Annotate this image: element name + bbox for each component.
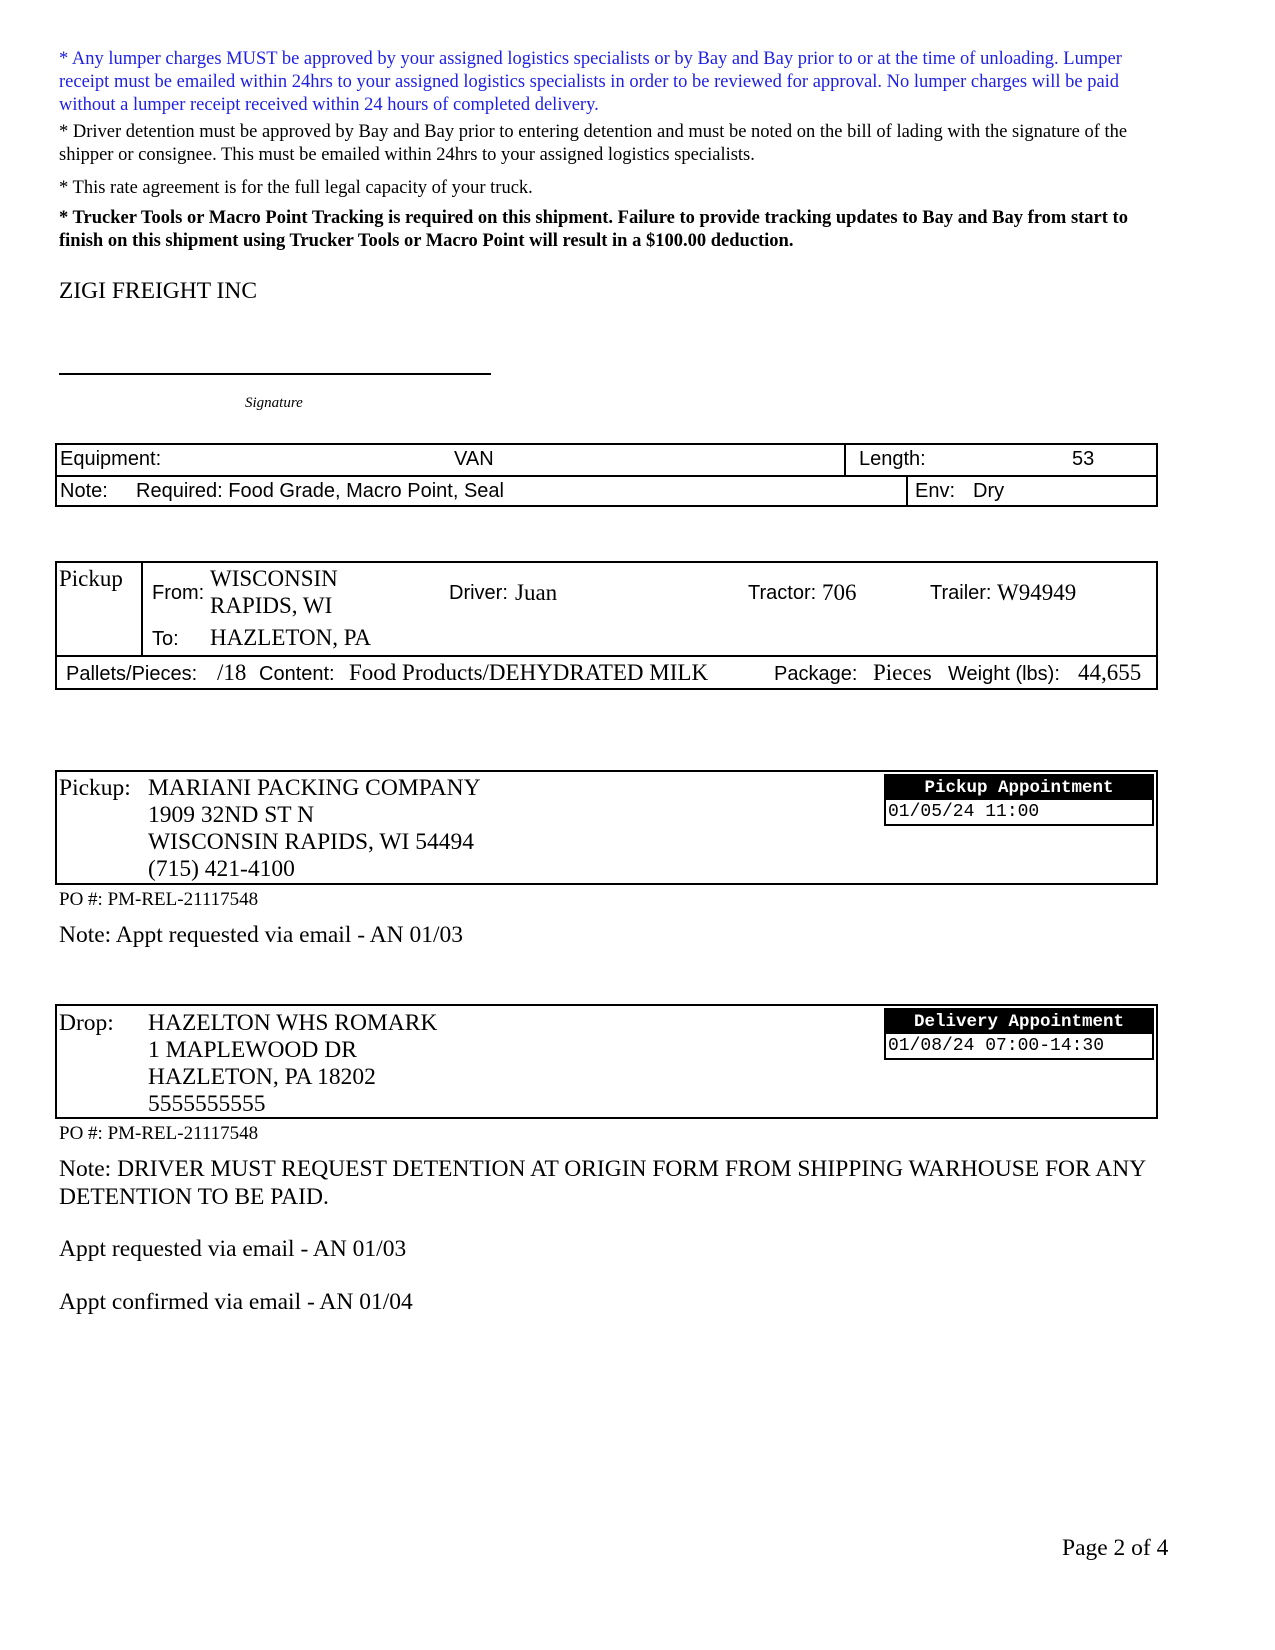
load-section-label: Pickup <box>59 566 123 591</box>
equipment-divider <box>55 475 1158 477</box>
pickup-note: Note: Appt requested via email - AN 01/03 <box>59 922 463 948</box>
pickup-appointment-box <box>884 774 1154 826</box>
drop-city: HAZLETON, PA 18202 <box>148 1064 376 1090</box>
carrier-name: ZIGI FREIGHT INC <box>59 278 257 304</box>
trailer-label: Trailer: <box>930 582 992 604</box>
env-value: Dry <box>973 480 1005 502</box>
detention-terms: * Driver detention must be approved by Bay and Bay prior to entering detention and must be noted on the bill of lading with the signature of the shipper or consignee. This must be emailed within 24hrs to your assigned logistics specialists. <box>59 122 1128 165</box>
delivery-appointment-box <box>884 1008 1154 1060</box>
to-city: HAZLETON, PA <box>210 625 372 650</box>
equipment-col-divider <box>844 443 846 476</box>
drop-phone: 5555555555 <box>148 1091 266 1117</box>
env-label: Env: <box>915 480 956 502</box>
length-value: 53 <box>1072 448 1095 470</box>
drop-street: 1 MAPLEWOOD DR <box>148 1037 357 1063</box>
equipment-value: VAN <box>454 448 494 470</box>
length-label: Length: <box>859 448 926 470</box>
delivery-appointment-header: Delivery Appointment <box>886 1010 1152 1034</box>
capacity-terms: * This rate agreement is for the full legal capacity of your truck. <box>59 178 533 198</box>
tractor-value: 706 <box>822 580 857 605</box>
trailer-value: W94949 <box>997 580 1077 605</box>
pickup-label: Pickup: <box>59 775 131 801</box>
signature-label: Signature <box>245 395 303 411</box>
drop-note-detention: Note: DRIVER MUST REQUEST DETENTION AT ORIGIN FORM FROM SHIPPING WARHOUSE FOR ANY DETENTION TO BE PAID. <box>59 1156 1146 1210</box>
from-city-line1: WISCONSIN <box>210 566 338 591</box>
equipment-label: Equipment: <box>60 448 162 470</box>
driver-label: Driver: <box>449 582 508 604</box>
pickup-appointment-value: 01/05/24 11:00 <box>888 802 1040 822</box>
pickup-street: 1909 32ND ST N <box>148 802 315 828</box>
from-label: From: <box>152 582 205 604</box>
note-value: Required: Food Grade, Macro Point, Seal <box>136 480 504 502</box>
pickup-city: WISCONSIN RAPIDS, WI 54494 <box>148 829 474 855</box>
lumper-terms: * Any lumper charges MUST be approved by your assigned logistics specialists or by Bay and Bay prior to or at the time of unloading. Lumper receipt must be emailed within 24hrs to your assigned logistics specialists in order to be reviewed for approval. No lumper charges will be paid without a lumper receipt received within 24 hours of completed delivery. <box>59 49 1122 115</box>
content-value: Food Products/DEHYDRATED MILK <box>349 660 709 685</box>
delivery-appointment-value: 01/08/24 07:00-14:30 <box>888 1036 1105 1056</box>
pallets-value: /18 <box>217 660 247 685</box>
weight-label: Weight (lbs): <box>948 663 1060 685</box>
load-row-divider <box>55 655 1158 657</box>
drop-label: Drop: <box>59 1010 114 1036</box>
pickup-appointment-header: Pickup Appointment <box>886 776 1152 800</box>
weight-value: 44,655 <box>1078 660 1142 685</box>
pickup-po-number: PO #: PM-REL-21117548 <box>59 889 259 910</box>
signature-line[interactable] <box>59 373 491 375</box>
note-col-divider <box>906 475 908 507</box>
content-label: Content: <box>259 663 335 685</box>
drop-note-appt-confirmed: Appt confirmed via email - AN 01/04 <box>59 1289 413 1315</box>
from-city-line2: RAPIDS, WI <box>210 593 333 618</box>
to-label: To: <box>152 628 179 650</box>
pallets-label: Pallets/Pieces: <box>66 663 198 685</box>
tractor-label: Tractor: <box>748 582 817 604</box>
drop-note-appt-requested: Appt requested via email - AN 01/03 <box>59 1236 407 1262</box>
note-label: Note: <box>60 480 108 502</box>
pickup-company: MARIANI PACKING COMPANY <box>148 775 481 801</box>
drop-company: HAZELTON WHS ROMARK <box>148 1010 438 1036</box>
package-label: Package: <box>774 663 858 685</box>
page-number: Page 2 of 4 <box>1062 1535 1169 1561</box>
driver-value: Juan <box>515 580 558 605</box>
load-col-divider <box>141 561 143 656</box>
tracking-terms: * Trucker Tools or Macro Point Tracking is required on this shipment. Failure to provide tracking updates to Bay and Bay from start to finish on this shipment using Trucker Tools or Macro Point will result in a $100.00 deduction. <box>59 208 1128 251</box>
drop-po-number: PO #: PM-REL-21117548 <box>59 1123 259 1144</box>
pickup-phone: (715) 421-4100 <box>148 856 295 882</box>
package-value: Pieces <box>873 660 932 685</box>
